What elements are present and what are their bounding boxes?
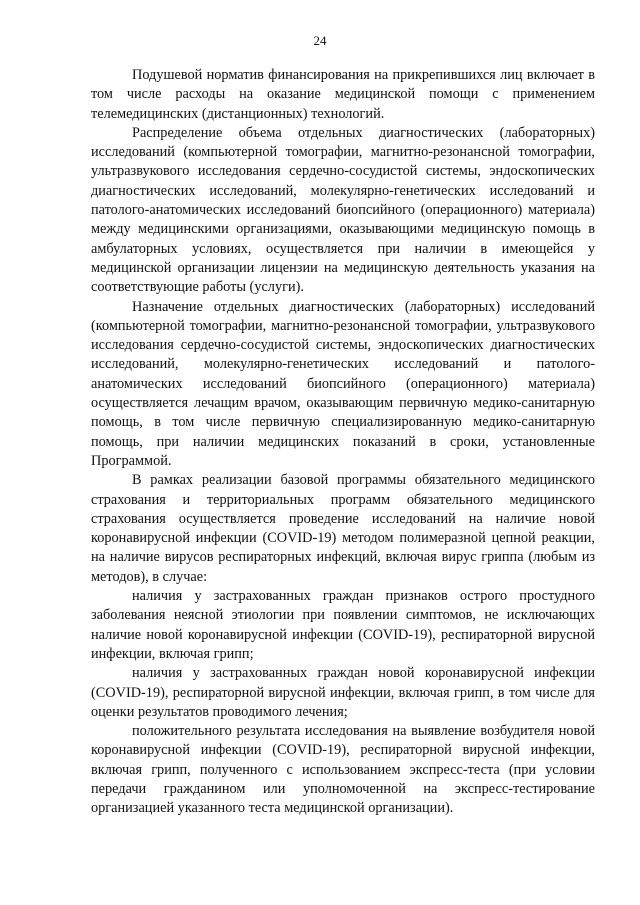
document-body xyxy=(91,66,595,819)
page-number: 24 xyxy=(313,33,327,48)
paragraph-case-express-test: положительного результата исследования на выявление возбудителя новой коронавирусной инфекции (COVID-19), респираторной вирусной инфекции, включая грипп, полученного с использованием экспресс-теста (при условии передачи гражданином или уполномоченной на экспресс-тестирование организацией указанного теста медицинской организации). xyxy=(91,723,595,817)
paragraph-diagnostic-prescription: Назначение отдельных диагностических (лабораторных) исследований (компьютерной томографии, магнитно-резонансной томографии, ультразвукового исследования сердечно-сосудистой системы, эндоскопических диагностических исследований, молекулярно-генетических исследований и патолого-анатомических исследований биопсийного (операционного) материала) осуществляется лечащим врачом, оказывающим первичную медико-санитарную помощь, в том числе первичную специализированную медико-санитарную помощь, при наличии медицинских показаний в сроки, установленные Программой. xyxy=(91,298,595,469)
paragraph-case-symptoms: наличия у застрахованных граждан признаков острого простудного заболевания неясной этиологии при появлении симптомов, не исключающих наличие новой коронавирусной инфекции (COVID-19), респираторной вирусной инфекции, включая грипп; xyxy=(91,588,595,662)
paragraph-case-infection: наличия у застрахованных граждан новой коронавирусной инфекции (COVID-19), респираторной вирусной инфекции, включая грипп, в том числе для оценки результатов проводимого лечения; xyxy=(91,665,595,720)
paragraph-capitation-standard: Подушевой норматив финансирования на прикрепившихся лиц включает в том числе расходы на оказание медицинской помощи с применением телемедицинских (дистанционных) технологий. xyxy=(91,67,595,122)
paragraph-covid-testing: В рамках реализации базовой программы обязательного медицинского страхования и территориальных программ обязательного медицинского страхования осуществляется проведение исследований на наличие новой коронавирусной инфекции (COVID-19) методом полимеразной цепной реакции, на наличие вирусов респираторных инфекций, включая вирус гриппа (любым из методов), в случае: xyxy=(91,472,595,585)
paragraph-diagnostic-distribution: Распределение объема отдельных диагностических (лабораторных) исследований (компьютерной томографии, магнитно-резонансной томографии, ультразвукового исследования сердечно-сосудистой системы, эндоскопических диагностических исследований, молекулярно-генетических исследований и патолого-анатомических исследований биопсийного (операционного) материала) между медицинскими организациями, оказывающими медицинскую помощь в амбулаторных условиях, осуществляется при наличии в имеющейся у медицинской организации лицензии на медицинскую деятельность указания на соответствующие работы (услуги). xyxy=(91,124,595,296)
